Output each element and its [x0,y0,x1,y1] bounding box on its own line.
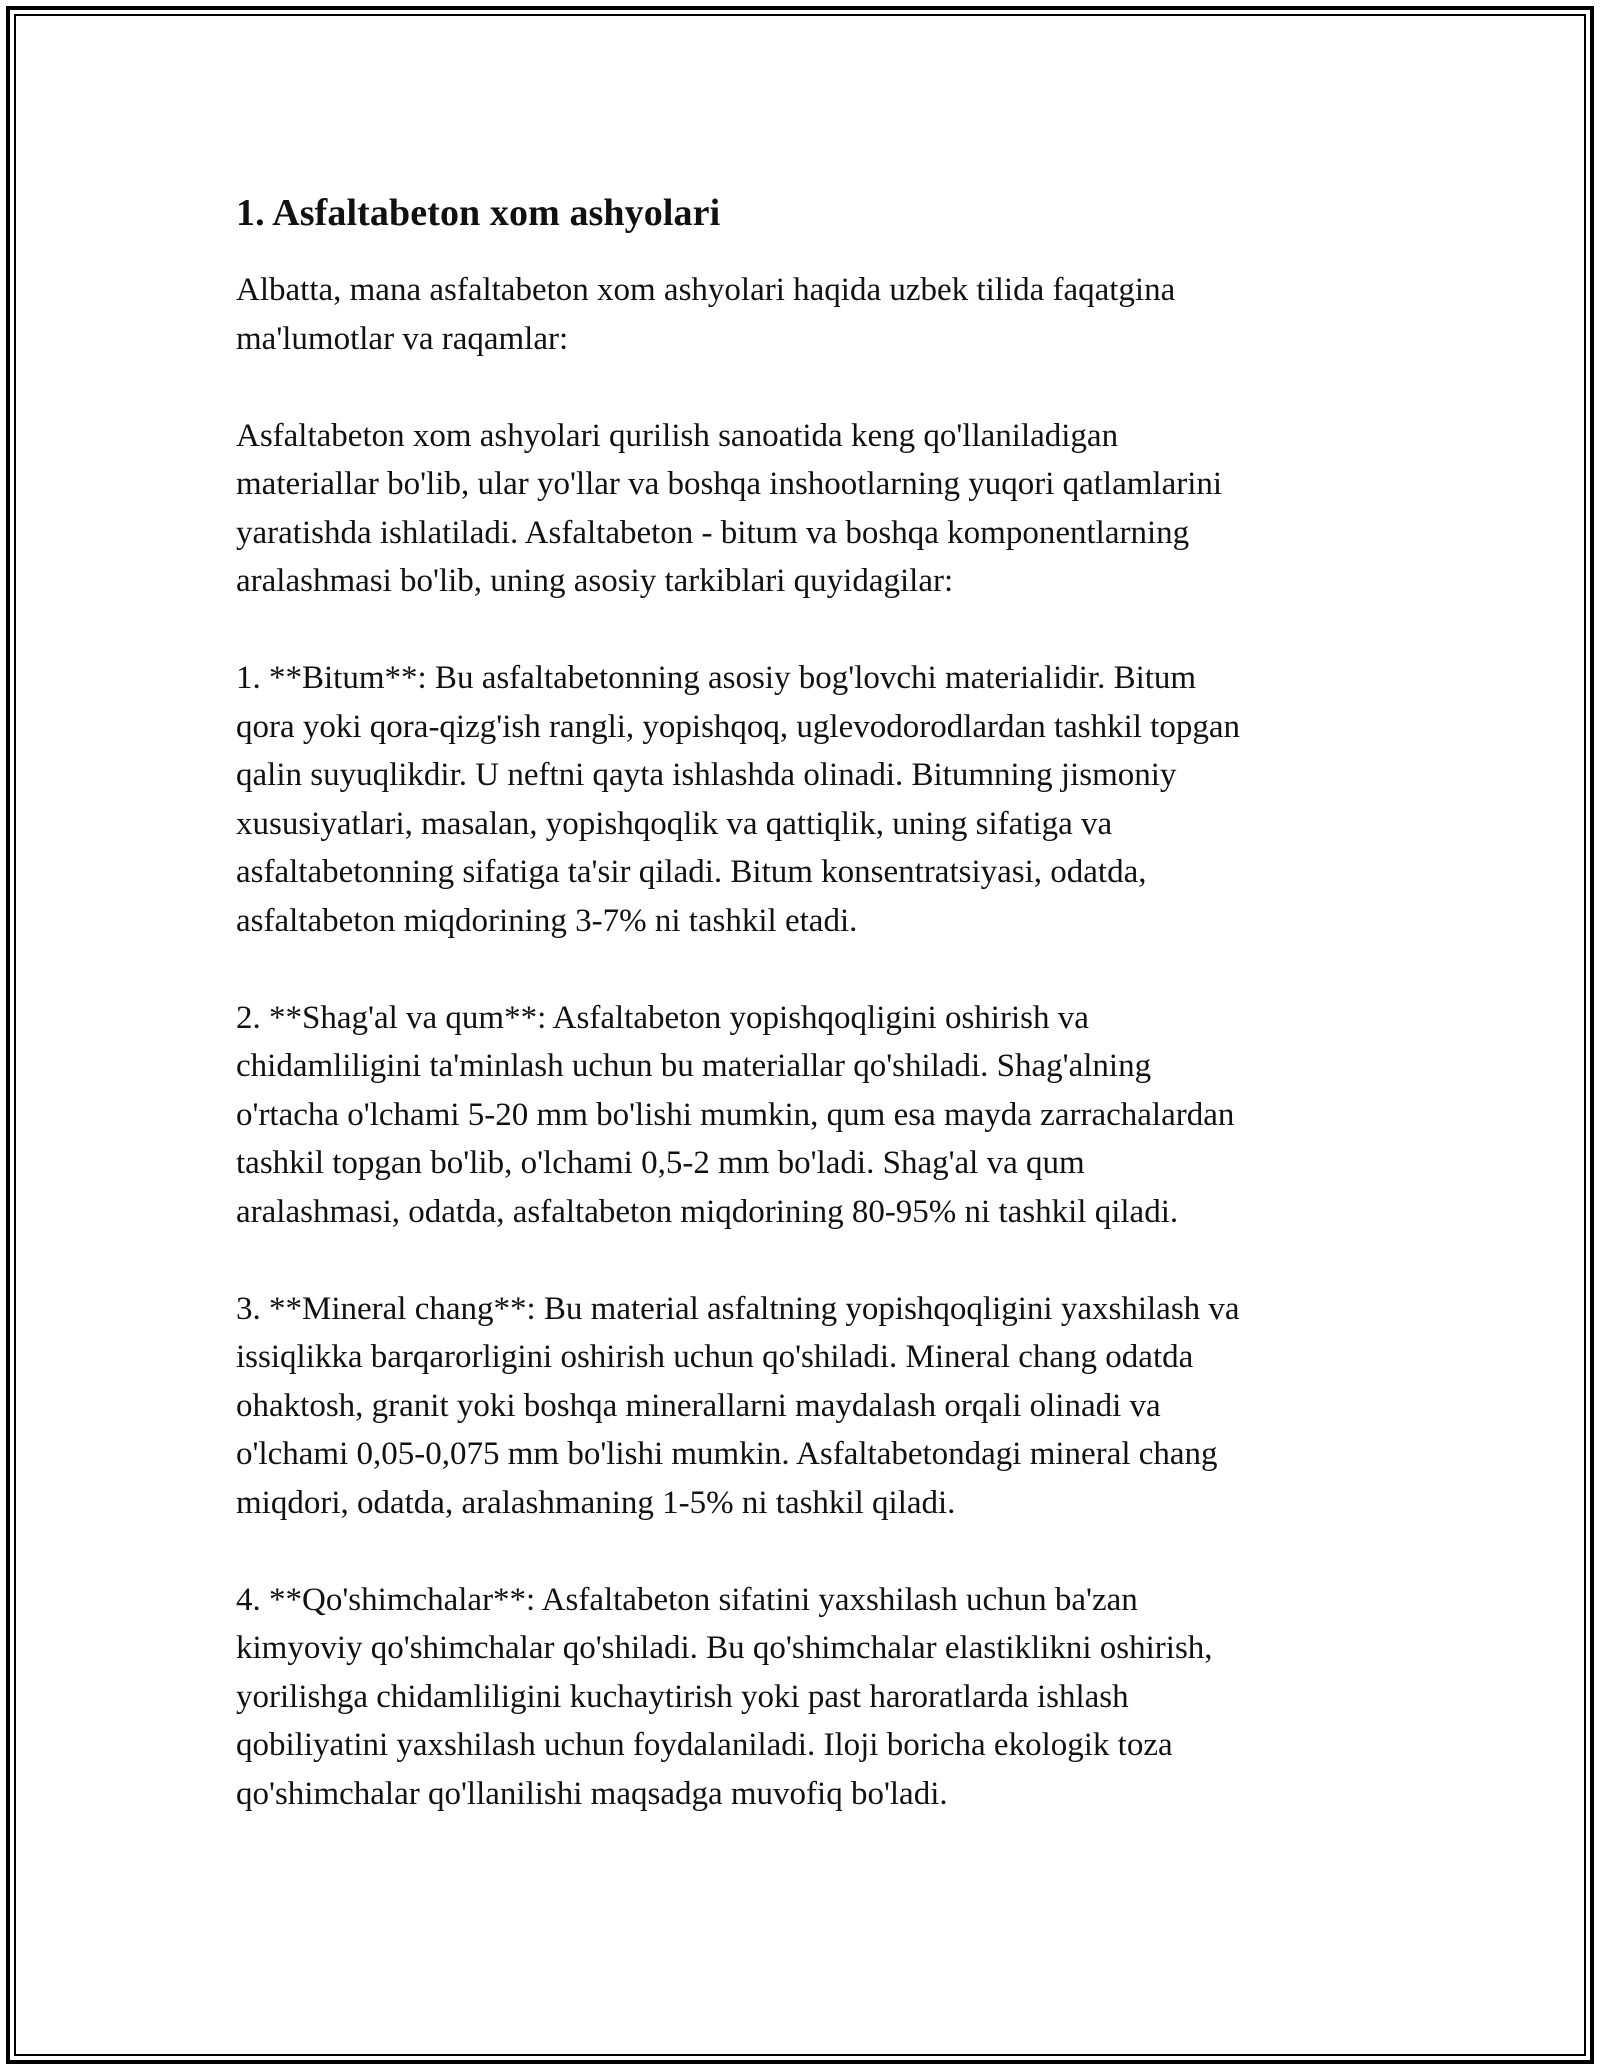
list-item-shagal-qum: 2. **Shag'al va qum**: Asfaltabeton yopishqoqligini oshirish va chidamliligini ta'minlash uchun bu materiallar qo'shiladi. Shag'alning o'rtacha o'lchami 5-20 mm bo'lishi mumkin, qum esa mayda zarrachalardan tashkil topgan bo'lib, o'lchami 0,5-2 mm bo'ladi. Shag'al va qum aralashmasi, odatda, asfaltabeton miqdorining 80-95% ni tashkil qiladi. [236,999,1235,1230]
list-item-mineral-chang: 3. **Mineral chang**: Bu material asfaltning yopishqoqligini yaxshilash va issiqlikka barqarorligini oshirish uchun qo'shiladi. Mineral chang odatda ohaktosh, granit yoki boshqa minerallarni maydalash orqali olinadi va o'lchami 0,05-0,075 mm bo'lishi mumkin. Asfaltabetondagi mineral chang miqdori, odatda, aralashmaning 1-5% ni tashkil qiladi. [236,1290,1240,1521]
list-item-bitum: 1. **Bitum**: Bu asfaltabetonning asosiy bog'lovchi materialidir. Bitum qora yoki qora-qizg'ish rangli, yopishqoq, uglevodorodlardan tashkil topgan qalin suyuqlikdir. U neftni qayta ishlashda olinadi. Bitumning jismoniy xususiyatlari, masalan, yopishqoqlik va qattiqlik, uning sifatiga va asfaltabetonning sifatiga ta'sir qiladi. Bitum konsentratsiyasi, odatda, asfaltabeton miqdorining 3-7% ni tashkil etadi. [236,660,1241,939]
document-body [236,186,1366,1867]
intro-paragraph: Albatta, mana asfaltabeton xom ashyolari haqida uzbek tilida faqatgina ma'lumotlar va raqamlar: [236,272,1176,357]
document-title: 1. Asfaltabeton xom ashyolari [236,192,721,234]
overview-paragraph: Asfaltabeton xom ashyolari qurilish sanoatida keng qo'llaniladigan materiallar bo'lib, ular yo'llar va boshqa inshootlarning yuqori qatlamlarini yaratishda ishlatiladi. Asfaltabeton - bitum va boshqa komponentlarning aralashmasi bo'lib, uning asosiy tarkiblari quyidagilar: [236,417,1223,599]
list-item-qoshimchalar: 4. **Qo'shimchalar**: Asfaltabeton sifatini yaxshilash uchun ba'zan kimyoviy qo'shimchalar qo'shiladi. Bu qo'shimchalar elastiklikni oshirish, yorilishga chidamliligini kuchaytirish yoki past haroratlarda ishlash qobiliyatini yaxshilash uchun foydalaniladi. Iloji boricha ekologik toza qo'shimchalar qo'llanilishi maqsadga muvofiq bo'ladi. [236,1581,1213,1812]
